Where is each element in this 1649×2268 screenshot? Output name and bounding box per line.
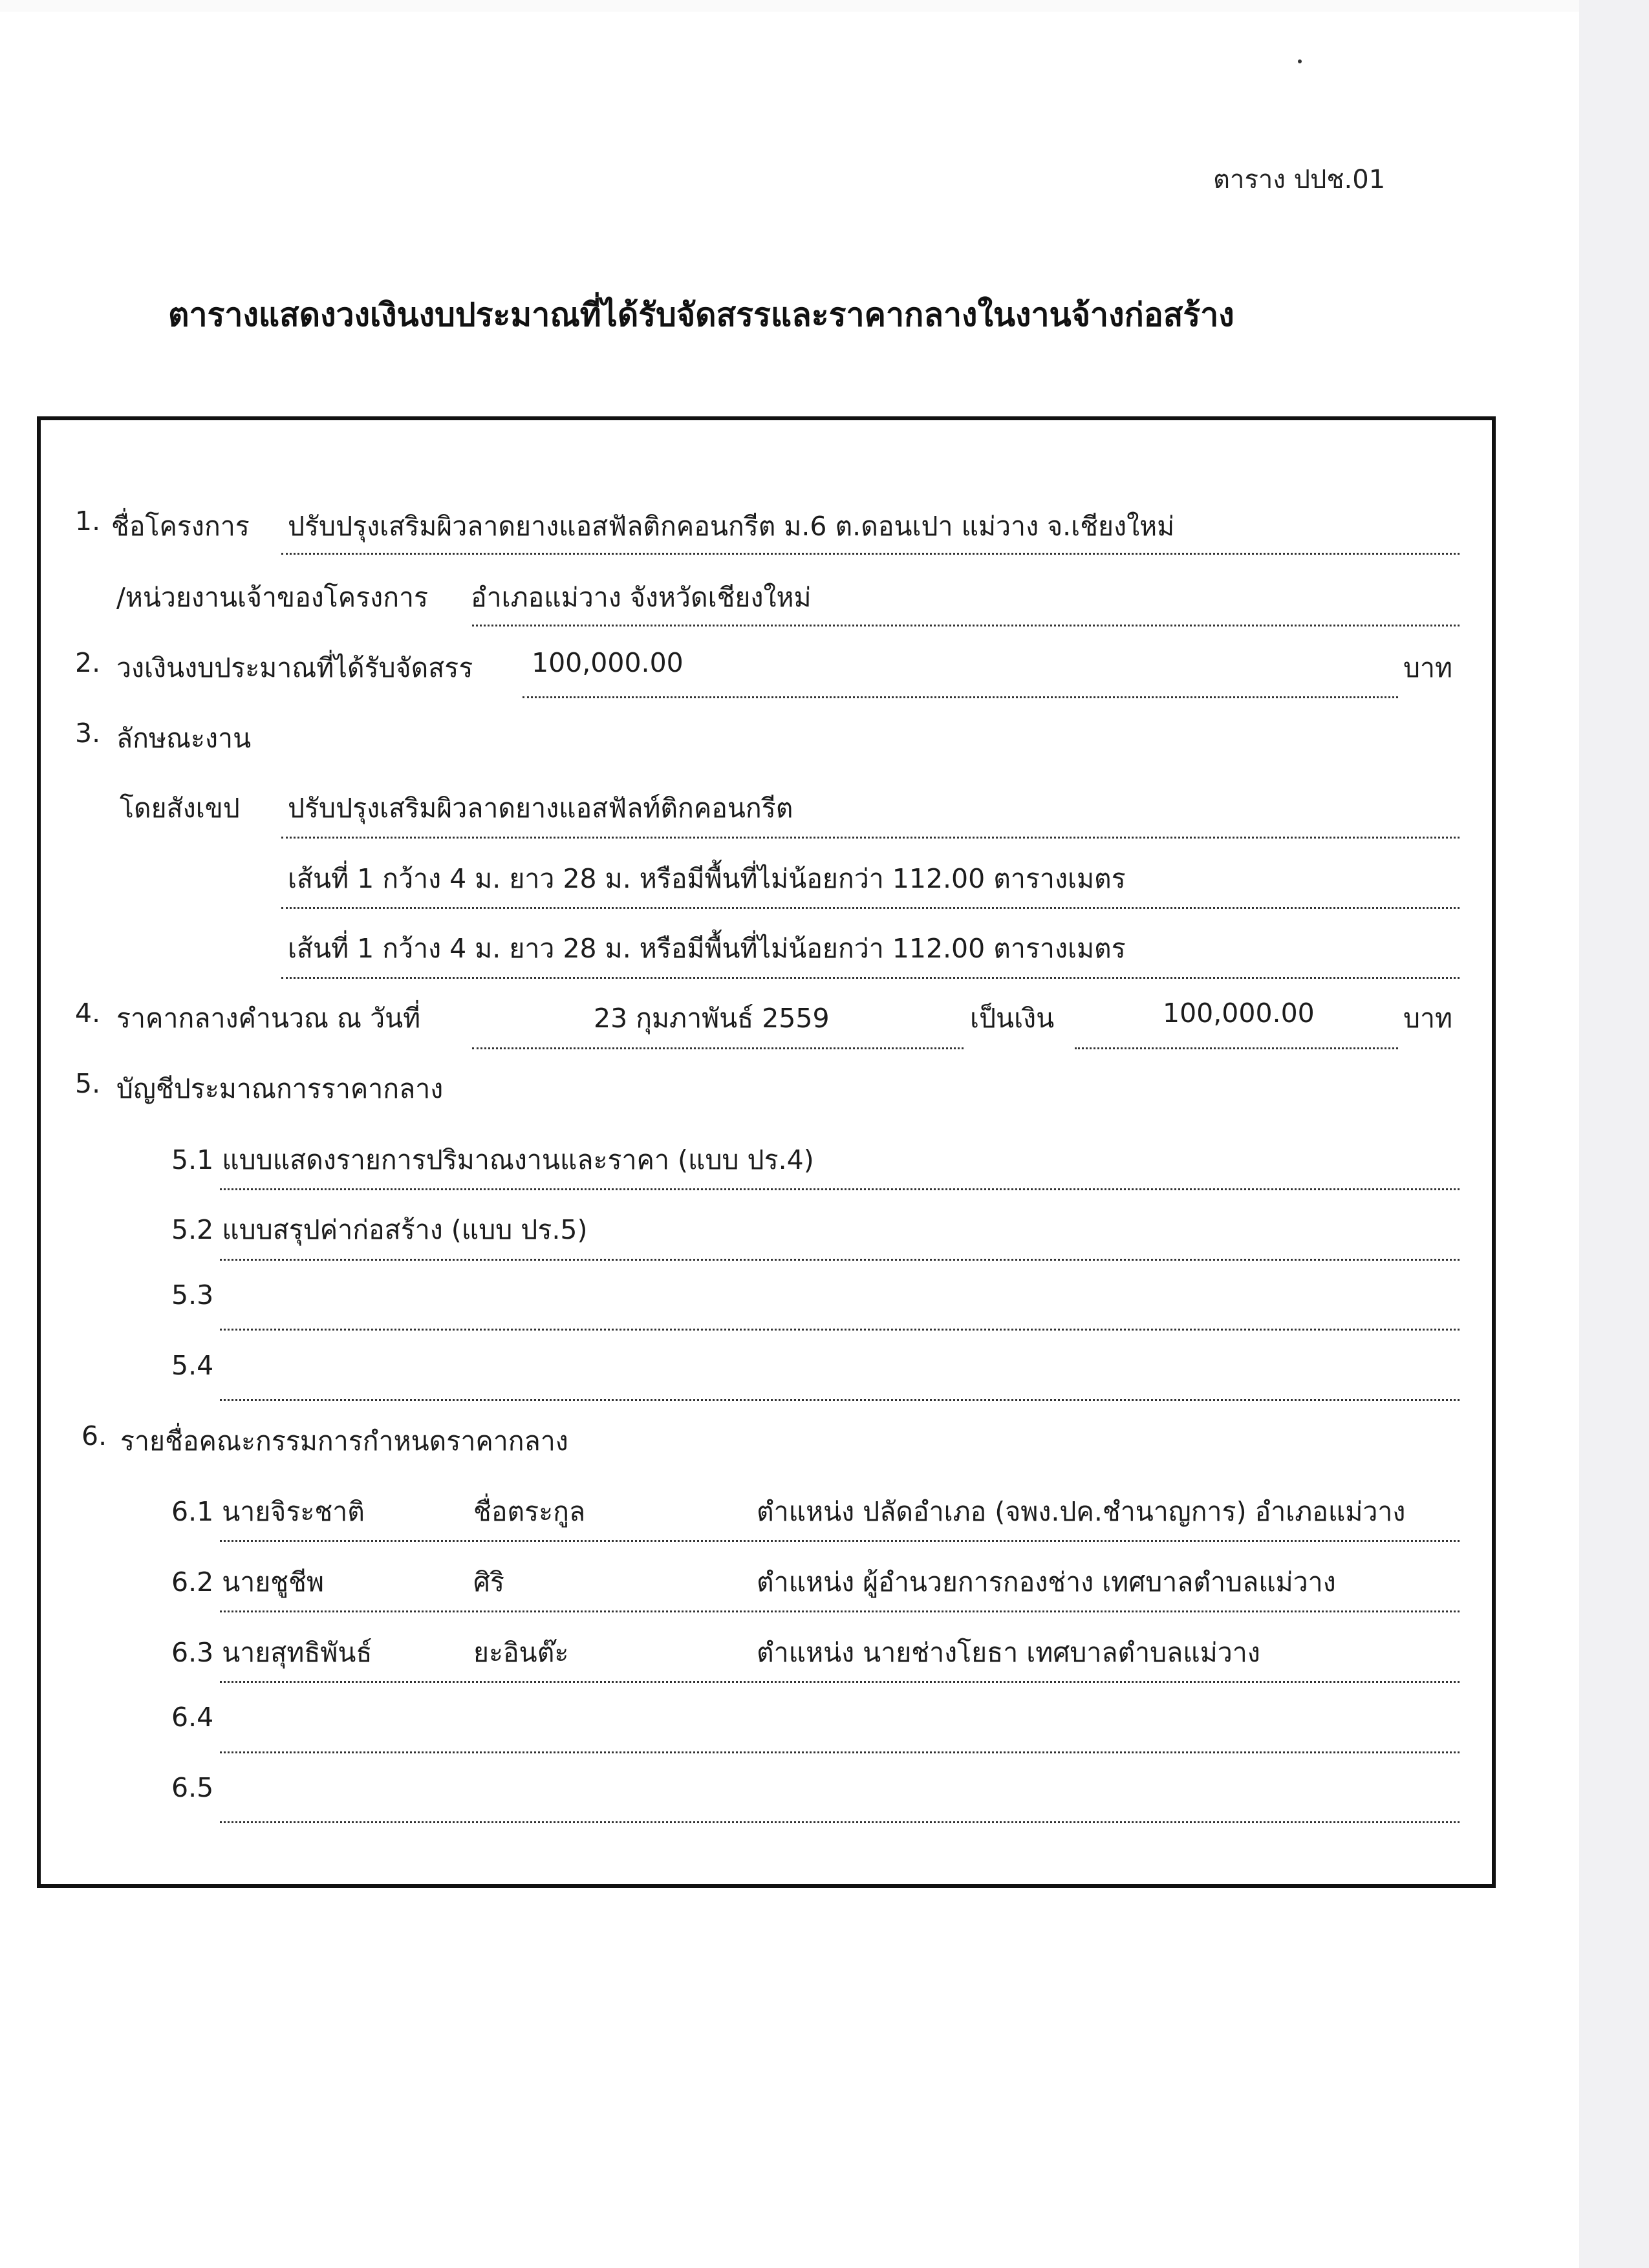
committee-member-name: 6.5 bbox=[171, 1772, 214, 1803]
work-type-label: ลักษณะงาน bbox=[116, 723, 252, 754]
estimate-line-5-4 bbox=[220, 1399, 1460, 1401]
committee-member-surname: ชื่อตระกูล bbox=[473, 1496, 586, 1527]
median-price-date-line bbox=[472, 1047, 964, 1049]
committee-line-6-2 bbox=[220, 1610, 1460, 1612]
committee-member-position: ตำแหน่ง นายช่างโยธา เทศบาลตำบลแม่วาง bbox=[757, 1637, 1260, 1668]
estimate-item-5-1: 5.1 แบบแสดงรายการปริมาณงานและราคา (แบบ ปร.4) bbox=[171, 1144, 814, 1175]
median-price-date: 23 กุมภาพันธ์ 2559 bbox=[594, 1003, 830, 1034]
committee-line-6-4 bbox=[220, 1751, 1460, 1753]
project-name-line bbox=[281, 553, 1460, 555]
item1-label: ชื่อโครงการ bbox=[111, 511, 250, 542]
budget-unit: บาท bbox=[1403, 652, 1453, 683]
owner-value: อำเภอแม่วาง จังหวัดเชียงใหม่ bbox=[471, 582, 812, 613]
price-estimate-label: บัญชีประมาณการราคากลาง bbox=[116, 1073, 444, 1104]
estimate-line-5-2 bbox=[220, 1259, 1460, 1261]
committee-line-6-5 bbox=[220, 1821, 1460, 1823]
budget-line bbox=[523, 696, 1398, 698]
scan-top-edge bbox=[0, 0, 1579, 12]
committee-member-surname: ยะอินต๊ะ bbox=[473, 1637, 569, 1668]
item5-number: 5. bbox=[75, 1068, 101, 1099]
committee-member-position: ตำแหน่ง ผู้อำนวยการกองช่าง เทศบาลตำบลแม่วาง bbox=[757, 1567, 1336, 1598]
estimate-line-5-1 bbox=[220, 1188, 1460, 1190]
owner-line bbox=[472, 625, 1460, 626]
committee-member-name: 6.3 นายสุทธิพันธ์ bbox=[171, 1637, 372, 1668]
item6-number: 6. bbox=[81, 1420, 107, 1451]
amount-label: เป็นเงิน bbox=[970, 1003, 1055, 1034]
item3-number: 3. bbox=[75, 718, 101, 749]
median-price-date-label: ราคากลางคำนวณ ณ วันที่ bbox=[116, 1003, 421, 1034]
form-code: ตาราง ปปช.01 bbox=[1213, 165, 1386, 195]
budget-value: 100,000.00 bbox=[532, 647, 684, 678]
project-name-value: ปรับปรุงเสริมผิวลาดยางแอสฟัลติกคอนกรีต ม.6 ต.ดอนเปา แม่วาง จ.เชียงใหม่ bbox=[288, 511, 1175, 542]
summary-label: โดยสังเขป bbox=[120, 793, 240, 824]
estimate-line-5-3 bbox=[220, 1329, 1460, 1331]
work-line-2-rule bbox=[281, 907, 1460, 909]
item1-number: 1. bbox=[75, 506, 101, 537]
work-line-1: ปรับปรุงเสริมผิวลาดยางแอสฟัลท์ติกคอนกรีต bbox=[288, 793, 793, 824]
scan-speck bbox=[1298, 59, 1302, 63]
committee-member-name: 6.1 นายจิระชาติ bbox=[171, 1496, 365, 1527]
committee-member-name: 6.2 นายชูชีพ bbox=[171, 1567, 324, 1598]
scan-right-edge bbox=[1579, 0, 1649, 2268]
committee-member-position: ตำแหน่ง ปลัดอำเภอ (จพง.ปค.ชำนาญการ) อำเภอแม่วาง bbox=[757, 1496, 1406, 1527]
median-price-amount: 100,000.00 bbox=[1163, 998, 1315, 1029]
estimate-item-5-3: 5.3 bbox=[171, 1279, 214, 1311]
work-line-3: เส้นที่ 1 กว้าง 4 ม. ยาว 28 ม. หรือมีพื้นที่ไม่น้อยกว่า 112.00 ตารางเมตร bbox=[288, 933, 1126, 964]
median-price-amount-line bbox=[1075, 1047, 1398, 1049]
committee-line-6-3 bbox=[220, 1681, 1460, 1683]
committee-member-name: 6.4 bbox=[171, 1702, 214, 1733]
estimate-item-5-2: 5.2 แบบสรุปค่าก่อสร้าง (แบบ ปร.5) bbox=[171, 1214, 588, 1245]
budget-label: วงเงินงบประมาณที่ได้รับจัดสรร bbox=[116, 652, 473, 683]
owner-label: /หน่วยงานเจ้าของโครงการ bbox=[116, 582, 429, 613]
estimate-item-5-4: 5.4 bbox=[171, 1350, 214, 1381]
median-price-unit: บาท bbox=[1403, 1003, 1453, 1034]
work-line-2: เส้นที่ 1 กว้าง 4 ม. ยาว 28 ม. หรือมีพื้นที่ไม่น้อยกว่า 112.00 ตารางเมตร bbox=[288, 863, 1126, 894]
committee-line-6-1 bbox=[220, 1540, 1460, 1542]
item4-number: 4. bbox=[75, 998, 101, 1029]
item2-number: 2. bbox=[75, 647, 101, 678]
committee-member-surname: ศิริ bbox=[473, 1567, 505, 1598]
page-title: ตารางแสดงวงเงินงบประมาณที่ได้รับจัดสรรและราคากลางในงานจ้างก่อสร้าง bbox=[168, 296, 1234, 334]
work-line-3-rule bbox=[281, 977, 1460, 979]
committee-label: รายชื่อคณะกรรมการกำหนดราคากลาง bbox=[120, 1426, 568, 1457]
work-line-1-rule bbox=[281, 837, 1460, 839]
